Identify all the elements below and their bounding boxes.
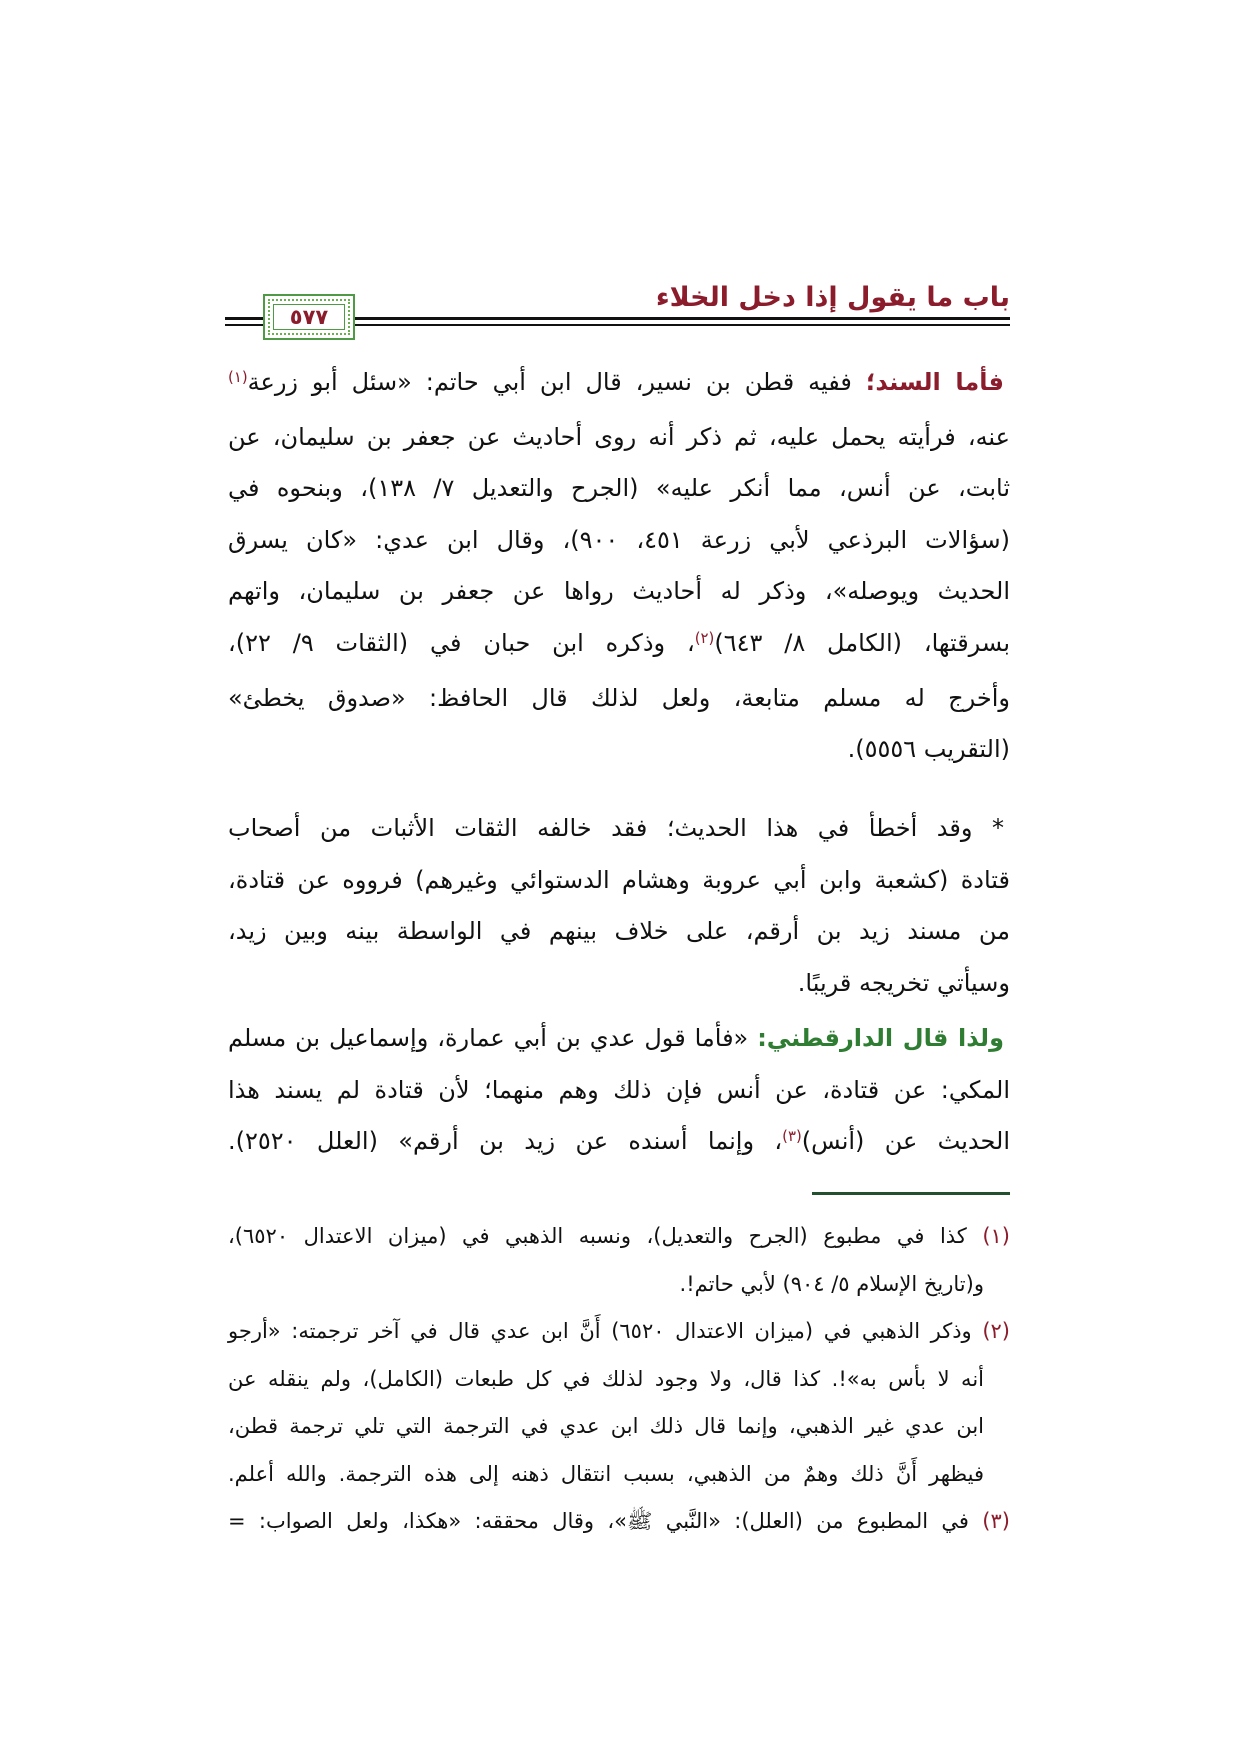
footnote-text: كذا في مطبوع (الجرح والتعديل)، ونسبه الذهبي في (ميزان الاعتدال ٦٥٢٠)، [228,1224,967,1248]
text-line: المكي: عن قتادة، عن أنس فإن ذلك وهم منهما؛ لأن قتادة لم يسند هذا [228,1075,1010,1104]
text-line [228,618,1010,673]
footnote-line [228,1213,1010,1261]
text-line: وأخرج له مسلم متابعة، ولعل لذلك قال الحافظ: «صدوق يخطئ» [228,683,1010,712]
line-text: بسرقتها، (الكامل ٨/ ٦٤٣) [714,628,1010,657]
text-line [228,357,1010,412]
footnote-line: فيظهر أَنَّ ذلك وهمٌ من الذهبي، بسبب انتقال ذهنه إلى هذه الترجمة. والله أعلم. [228,1461,984,1486]
section-label: ولذا قال الدارقطني: [757,1024,1004,1053]
line-text: الحديث عن (أنس) [801,1127,1010,1156]
text-line: (سؤالات البرذعي لأبي زرعة ٤٥١، ٩٠٠)، وقال ابن عدي: «كان يسرق [228,525,1010,554]
text-line: من مسند زيد بن أرقم، على خلاف بينهم في الواسطة بينه وبين زيد، [228,917,1010,946]
main-text [228,357,1010,1171]
text-line [228,1013,1010,1065]
footnote-number: (٣) [982,1509,1010,1533]
text-line: (التقريب ٥٥٥٦). [847,735,1010,764]
footnote-line: ابن عدي غير الذهبي، وإنما قال ذلك ابن عدي في الترجمة التي تلي ترجمة قطن، [228,1414,984,1438]
text-line: ثابت، عن أنس، مما أنكر عليه» (الجرح والتعديل ٧/ ١٣٨)، وبنحوه في [228,474,1011,503]
page-number: ٥٧٧ [289,304,329,329]
footnote-line [228,1498,1010,1546]
paragraph-sanad [228,357,1010,776]
footnote-text: في المطبوع من (العلل): «النَّبي ﷺ»، وقال محققه: «هكذا، ولعل الصواب: = [228,1509,969,1533]
paragraph-error [228,803,1010,1009]
line-text: ففيه قطن بن نسير، قال ابن أبي حاتم: «سئل أبو زرعة [247,368,852,396]
chapter-title: باب ما يقول إذا دخل الخلاء [655,282,1010,313]
line-text: ، وإنما أسنده عن زيد بن أرقم» (العلل ٢٥٢٠). [228,1127,783,1156]
footnote-1 [228,1213,1010,1308]
section-label: فأما السند؛ [865,368,1004,396]
text-line: قتادة (كشعبة وابن أبي عروبة وهشام الدستوائي وغيرهم) فرووه عن قتادة، [228,865,1010,894]
line-text: ، وذكره ابن حبان في (الثقات ٩/ ٢٢)، [228,628,695,657]
line-text: «فأما قول عدي بن أبي عمارة، وإسماعيل بن مسلم [228,1024,749,1053]
text-line: عنه، فرأيته يحمل عليه، ثم ذكر أنه روى أحاديث عن جعفر بن سليمان، عن [228,422,1010,451]
footnote-marker: (١) [228,367,248,386]
footnote-text: وذكر الذهبي في (ميزان الاعتدال ٦٥٢٠) أَنَّ ابن عدي قال في آخر ترجمته: «أرجو [228,1319,972,1343]
footnotes [228,1213,1010,1546]
footnote-line: و(تاريخ الإسلام ٥/ ٩٠٤) لأبي حاتم!. [679,1271,984,1296]
footnote-2 [228,1308,1010,1498]
footnote-number: (١) [982,1224,1010,1248]
footnote-line: أنه لا بأس به»!. كذا قال، ولا وجود لذلك في كل طبعات (الكامل)، ولم ينقله عن [228,1366,984,1391]
paragraph-daraqutni [228,1013,1010,1171]
text-line: * وقد أخطأ في هذا الحديث؛ فقد خالفه الثقات الأثبات من أصحاب [228,814,1004,843]
footnote-number: (٢) [982,1319,1010,1343]
text-line: وسيأتي تخريجه قريبًا. [797,968,1010,997]
text-line: الحديث ويوصله»، وذكر له أحاديث رواها عن جعفر بن سليمان، واتهم [228,577,1010,606]
page-number-frame [263,294,355,340]
footnote-line [228,1308,1010,1356]
footnote-marker: (٢) [694,628,715,647]
footnote-marker: (٣) [782,1127,802,1146]
footnote-3 [228,1498,1010,1546]
text-line [228,1116,1010,1171]
footnote-separator [812,1192,1010,1195]
